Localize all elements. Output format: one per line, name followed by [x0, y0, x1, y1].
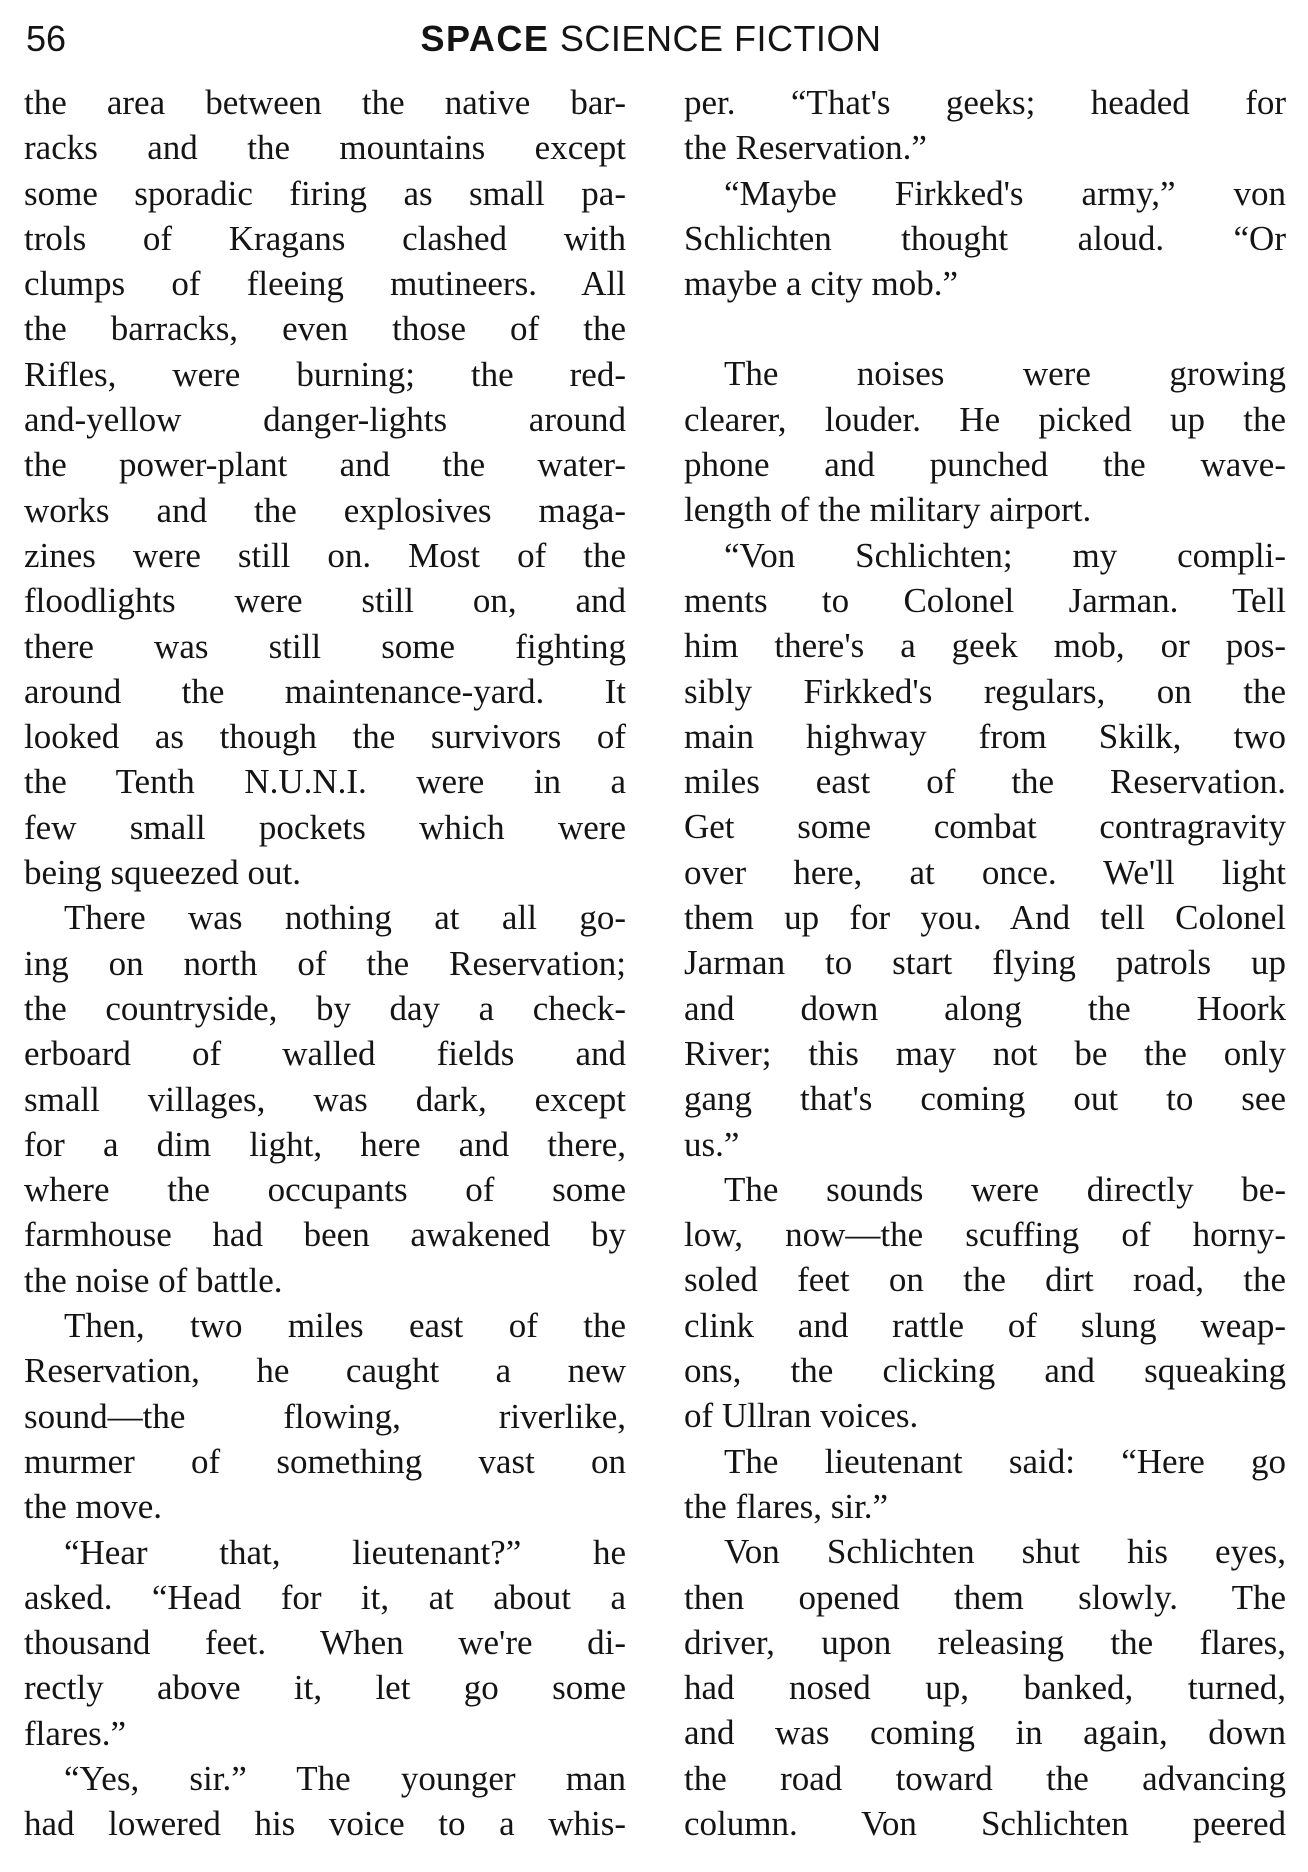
- text-line: small villages, was dark, except: [24, 1079, 626, 1119]
- text-line: where the occupants of some: [24, 1170, 626, 1210]
- text-line: The lieutenant said: “Here go: [724, 1441, 1286, 1481]
- text-line: racks and the mountains except: [24, 128, 626, 168]
- text-line: thousand feet. When we're di-: [24, 1623, 626, 1663]
- text-line: River; this may not be the only: [684, 1033, 1286, 1073]
- text-line: works and the explosives maga-: [24, 490, 626, 530]
- text-line: him there's a geek mob, or pos-: [684, 626, 1286, 666]
- text-line: ing on north of the Reservation;: [24, 943, 626, 983]
- text-line: Von Schlichten shut his eyes,: [724, 1532, 1286, 1572]
- text-line: “Maybe Firkked's army,” von: [724, 173, 1286, 213]
- text-line: over here, at once. We'll light: [684, 852, 1286, 892]
- text-line: them up for you. And tell Colonel: [684, 898, 1286, 938]
- magazine-title-bold: SPACE: [420, 18, 550, 59]
- text-line: asked. “Head for it, at about a: [24, 1577, 626, 1617]
- text-line: Get some combat contragravity: [684, 807, 1286, 847]
- text-line: sibly Firkked's regulars, on the: [684, 671, 1286, 711]
- text-line: had lowered his voice to a whis-: [24, 1804, 626, 1844]
- text-line: driver, upon releasing the flares,: [684, 1622, 1286, 1662]
- text-line: low, now—the scuffing of horny-: [684, 1215, 1286, 1255]
- text-line: erboard of walled fields and: [24, 1034, 626, 1074]
- text-line: miles east of the Reservation.: [684, 762, 1286, 802]
- text-line: gang that's coming out to see: [684, 1079, 1286, 1119]
- text-line: trols of Kragans clashed with: [24, 218, 626, 258]
- text-line: there was still some fighting: [24, 626, 626, 666]
- left-text-column: [24, 80, 626, 1847]
- text-line: ments to Colonel Jarman. Tell: [684, 580, 1286, 620]
- text-line: around the maintenance-yard. It: [24, 671, 626, 711]
- text-line: then opened them slowly. The: [684, 1577, 1286, 1617]
- text-line: the flares, sir.”: [684, 1486, 889, 1526]
- text-line: the move.: [24, 1487, 163, 1527]
- text-line: being squeezed out.: [24, 853, 301, 893]
- right-text-column: [684, 80, 1286, 1846]
- text-line: some sporadic firing as small pa-: [24, 173, 626, 213]
- text-line: “Yes, sir.” The younger man: [64, 1758, 626, 1798]
- text-line: Schlichten thought aloud. “Or: [684, 218, 1286, 258]
- text-line: the Reservation.”: [684, 128, 927, 168]
- text-line: main highway from Skilk, two: [684, 716, 1286, 756]
- text-line: clearer, louder. He picked up the: [684, 399, 1286, 439]
- magazine-title: [26, 14, 1276, 64]
- text-line: zines were still on. Most of the: [24, 535, 626, 575]
- section-break: [684, 306, 1286, 351]
- text-line: rectly above it, let go some: [24, 1668, 626, 1708]
- magazine-title-rest: SCIENCE FICTION: [559, 18, 882, 59]
- text-line: maybe a city mob.”: [684, 264, 959, 304]
- text-line: looked as though the survivors of: [24, 717, 626, 757]
- text-line: and down along the Hoork: [684, 988, 1286, 1028]
- text-line: of Ullran voices.: [684, 1396, 919, 1436]
- page-number: 56: [26, 18, 67, 59]
- text-line: The sounds were directly be-: [724, 1169, 1286, 1209]
- text-line: length of the military airport.: [684, 490, 1092, 530]
- text-line: the power-plant and the water-: [24, 445, 626, 485]
- text-line: column. Von Schlichten peered: [684, 1803, 1286, 1843]
- text-line: The noises were growing: [724, 354, 1286, 394]
- text-line: per. “That's geeks; headed for: [684, 83, 1286, 122]
- text-line: few small pockets which were: [24, 807, 626, 847]
- text-line: the noise of battle.: [24, 1260, 283, 1300]
- text-line: phone and punched the wave-: [684, 445, 1286, 485]
- text-line: clink and rattle of slung weap-: [684, 1305, 1286, 1345]
- text-line: soled feet on the dirt road, the: [684, 1260, 1286, 1300]
- text-line: flares.”: [24, 1713, 127, 1753]
- text-line: murmer of something vast on: [24, 1441, 626, 1481]
- text-line: the Tenth N.U.N.I. were in a: [24, 762, 626, 802]
- text-line: “Hear that, lieutenant?” he: [64, 1532, 626, 1572]
- text-line: and was coming in again, down: [684, 1713, 1286, 1753]
- text-line: floodlights were still on, and: [24, 581, 626, 621]
- running-header: [26, 14, 1276, 64]
- text-line: for a dim light, here and there,: [24, 1124, 626, 1164]
- text-line: clumps of fleeing mutineers. All: [24, 264, 626, 304]
- text-line: the road toward the advancing: [684, 1758, 1286, 1798]
- text-line: Jarman to start flying patrols up: [684, 943, 1286, 983]
- text-line: had nosed up, banked, turned,: [684, 1668, 1286, 1708]
- text-line: Rifles, were burning; the red-: [24, 354, 626, 394]
- text-line: Reservation, he caught a new: [24, 1351, 626, 1391]
- text-line: the countryside, by day a check-: [24, 988, 626, 1028]
- text-line: ons, the clicking and squeaking: [684, 1351, 1286, 1391]
- text-line: us.”: [684, 1124, 740, 1164]
- text-line: and-yellow danger-lights around: [24, 400, 626, 440]
- text-line: the area between the native bar-: [24, 83, 626, 122]
- text-line: “Von Schlichten; my compli-: [724, 535, 1286, 575]
- text-line: Then, two miles east of the: [64, 1306, 626, 1346]
- text-line: farmhouse had been awakened by: [24, 1215, 626, 1255]
- text-line: the barracks, even those of the: [24, 309, 626, 349]
- text-line: sound—the flowing, riverlike,: [24, 1396, 626, 1436]
- text-line: There was nothing at all go-: [64, 898, 626, 938]
